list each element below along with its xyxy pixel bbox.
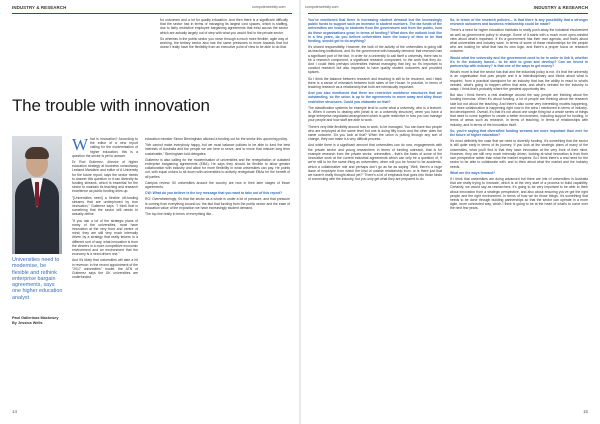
body-column-2 — [145, 137, 290, 397]
body-paragraph: The classification systems for example tend to come what a university, who is a lecturer, is. When it comes to dealing with [what is on a university structure], when you have a large enterprise negotiated arrangement which is quite restrictive in how you can manage your people and how staff are able to work. — [308, 105, 442, 123]
body-column-5 — [450, 18, 588, 402]
section-header-left: INDUSTRY & RESEARCH — [12, 5, 67, 10]
interview-question: What are the ways forward? — [450, 170, 496, 175]
body-paragraph: Campus review: 50 universities around the country are now in their later stages of those agreements. — [145, 180, 290, 190]
body-paragraph: There's a need for higher education institutes to really push away the industrial involvement as well as government policy to change. Some of it starts with a much more open-minded view about what's important. If it's a government has their own agenda, and that's about what universities and industry want. In terms of some of these relationships for the people who are looking for what that has its own logic, and there's a proper focus on research outcome. — [450, 28, 588, 54]
section-header-right: INDUSTRY & RESEARCH — [533, 5, 588, 10]
body-column-4 — [308, 18, 442, 402]
header-rule-left — [12, 13, 292, 14]
body-column-3 — [160, 18, 288, 134]
body-paragraph: What is innovation? According to the editor of a new report calling for the modernisation of higher education, this is a question the sector is yet to answer. — [72, 135, 138, 158]
photo-hair-shape — [25, 147, 49, 159]
body-paragraph: There's very little flexibility around how to work, to be managed. You can have two people who are employed at the same level but one is doing fifty hours and the other does the same outcome. Do you look at that? When the union is putting through any sort of change, they can make it a very difficult process. — [308, 124, 442, 142]
drop-cap: W — [72, 135, 89, 154]
page-gutter — [299, 0, 301, 424]
article-byline: Paul Gallerinas Mackesey By Jessica Wells — [12, 316, 59, 325]
body-paragraph: And while there is a significant amount that universities can do now, engagements with the private sector and young researchers in terms of funding outreach, that is for example research from the private sector, universities - that's the basis of some of the innovative work at the current industrial agreements which can only be a question of, if we're still to be the same thing as universities, when will you be forced to be academic, which a collaborative role and perhaps don't go as far as saying "Well, there's a huge issue of employee from which the kind of outside relationship from, or is there just that we haven't really thought about yet?" There's a lot of emphasis that goes into those kinds of connecting with the industry, but you only get what they are prepared to do. — [308, 143, 442, 182]
body-paragraph: "[Universities need] a flexible off-funding streams that are underpinned by true innovation," Gutierrez says. "I think that is something that the sector still needs to actually define. — [72, 195, 138, 217]
body-paragraph: Gutierrez is also calling for the modernisation of universities and the renegotiation of outdated enterprise bargaining agreements (EBA). He says they should be flexible to allow greater collaboration with industry and allow for more flexibility in what universities can pay. He points out, with equal unions to sit down with universities to actively renegotiate EBAs for the benefit of all parties. — [145, 157, 290, 179]
body-paragraph: So I think the balance between research and teaching is still to be resolved, and I think there is a sense of mismatch between both sides of the House. In practice, in terms of teaching research as a relationship that both are intrinsically important. — [308, 76, 442, 90]
photo-tie-shape — [35, 182, 39, 206]
interview-question: And you also mentioned that there are restrictive workforce structures that are outstanding, so the union is up to the agreements to move away and alloy those restrictive structures. Could you elaborate on that? — [308, 91, 442, 104]
body-paragraph: But also I think there's a real challenge around the way people are thinking about the funding formulas. When it's about funding, a lot of people are thinking about the research side but not about the teaching. And there's also some very interesting models happening, and more collaboration is happening right now in the area I mentioned in terms of industry-led development. Overall, it's that it's not about one single thing but a whole series of things that need to come together to create a better environment, including support for funding, in terms of areas such as research, in terms of teaching, in terms of relationships with industry, and in terms of the innovation itself. — [450, 93, 588, 127]
body-paragraph: "We cannot make everybody happy, but we must balance policies to be able to fund the best interests of Australia and the people we are here to serve, and to move that mission long term sustainable," Birmingham told delegates. — [145, 143, 290, 156]
body-paragraph: So whereas in the public sector you move through a much more flexible, agile way of working, the tertiary sector also has the same pressures to move towards that but doesn't really have the flexibility from an executive point of view to be able to do that. — [160, 36, 288, 50]
body-paragraph: for outcomes and a lot for quality education. And then there is a significant difficulty that the sector has in terms of managing its largest cost spaces, which is staffing, due to fairly restrictive employee bargaining agreements that exist across the sector which are actually largely out of step with what you would find in the private sector. — [160, 18, 288, 35]
interview-question: You've mentioned that there is increasing student demand but the increasingly public funds to support such an increase in student numbers. The tax funds of the universities are losing to students from the government and from the public, how do these organisations grow, in terms of funding? What does the outlook look like in a few years, do you believe universities have the luxury of time to be that funding, should get to do anything? — [308, 18, 442, 44]
interview-question: So, you're saying that diversified funding streams are more important than ever for the future of higher education? — [450, 128, 588, 138]
header-rule-right — [308, 13, 588, 14]
site-url-right[interactable]: computerweekly.com — [305, 5, 339, 9]
body-paragraph: If I think that universities are doing advanced but there are lots of universities in Australia that are really trying to innovate, which is at the very start of a process to build capability. Certainly, we would say as researchers, it's going to be very important to be able to think about innovation from a strategic perspective, and also about ensuring you've got the right people and the right environment. In terms of how we do those things, it's something that needs to be done through building partnerships so that the sector can operate in a more agile, more connected way, which I think is going to be at the heart of what's to come over the next few years. — [450, 176, 588, 211]
article-standfirst: Universities need to modernise, be flexible and rethink enterprise bargain agreements, says one higher education analyst — [12, 257, 63, 301]
body-paragraph: education minister Simon Birmingham allowed a funding cut for the sector this upcoming policy. — [145, 137, 288, 141]
article-title: The trouble with innovation — [12, 96, 210, 115]
body-paragraph: It's most definitely the case that we need to diversify funding. It's something that the sector is still quite early in terms of its journey. If you look at the strategic plans of many of the universities, what you'll find is that they have innovation at the very front of their mind. However, they are still very much internally driven, looking at what innovation is from their own perspective rather than what the market requires. So I think there's a real need for the sector to be able to collaborate with, and to think about what the market and the industry needs. — [450, 139, 588, 169]
body-paragraph: And it's likely that universities will take a hit in revenue: in the recent appointment of the "2017 universities" model, the ATN of Gutierrez says the UK universities are underfunded. — [72, 258, 138, 280]
body-paragraph: Dr Rod Gutierrez, director of higher education strategy at business consultancy Leeland Mandarin and editor of A University for the future report, says the sector needs to answer this question or it can diversify its funding streams, which is essential for the sector to maintain its teaching and research excellence as public funding dries up. — [72, 160, 138, 194]
body-paragraph: "If you ask a lot of the strategic plans of many of the universities, most have innovation at the very front and centre of mind; they are still very much internally driven by a strategy that really tinkers in a different sort of way, what innovation is from the viewers in a more competitive economic environment and an environment that the economy is a need-driven one." — [72, 218, 138, 257]
author-photo — [12, 136, 62, 254]
body-paragraph: What's more is that the sector has that and the industrial policy is not. It's that the university is an organisation that puts people and it is interdisciplinary and thinks about what is required, from a practical standpoint for an industry that has the ability to react to what's needed, what's going to happen within that area, and what's needed for the industry to adapt. I think that's probably where the greatest opportunity lies. — [450, 70, 588, 92]
site-url-left[interactable]: computerweekly.com — [252, 5, 286, 9]
page-number-right: 15 — [583, 409, 588, 414]
body-paragraph: It's shared responsibility. However, the bulk of the activity of the universities is going still as teaching institutions, and it's the government with basically demand: that research has a significant part of the fact, in order for a university to call itself a university, there has to be a research component, a significant research component, to the work that they do. And I could think perhaps universities instead managing that key, so it's important to conduct research but also important to have quality student outcomes and provided spaces. — [308, 45, 442, 75]
interview-question: CW: What do you believe is the key message that you want to take out of this report? — [145, 191, 283, 196]
interview-question: So, in terms of the research policies... is that there is any possibility that a stronger research outcomes and business relationship could be made? — [450, 18, 588, 27]
body-column-1 — [72, 137, 138, 397]
body-paragraph: The top line really in terms of everything like... — [145, 212, 214, 217]
page-number-left: 14 — [12, 409, 17, 414]
interview-question: Would what the university and the government need to be in order to link it, whether it's in the industry based... to be able to grow and develop? Can we invest in partnership with industry? Is that one of the ways to get money? — [450, 55, 588, 69]
body-paragraph: RG: Overwhelmingly, it's that the sector as a whole is under a lot of pressure, and that pressure is coming from everything around us: the fact that funding from the public sector and the ease of education value of the exposition we have increasingly student demand. — [145, 197, 290, 210]
